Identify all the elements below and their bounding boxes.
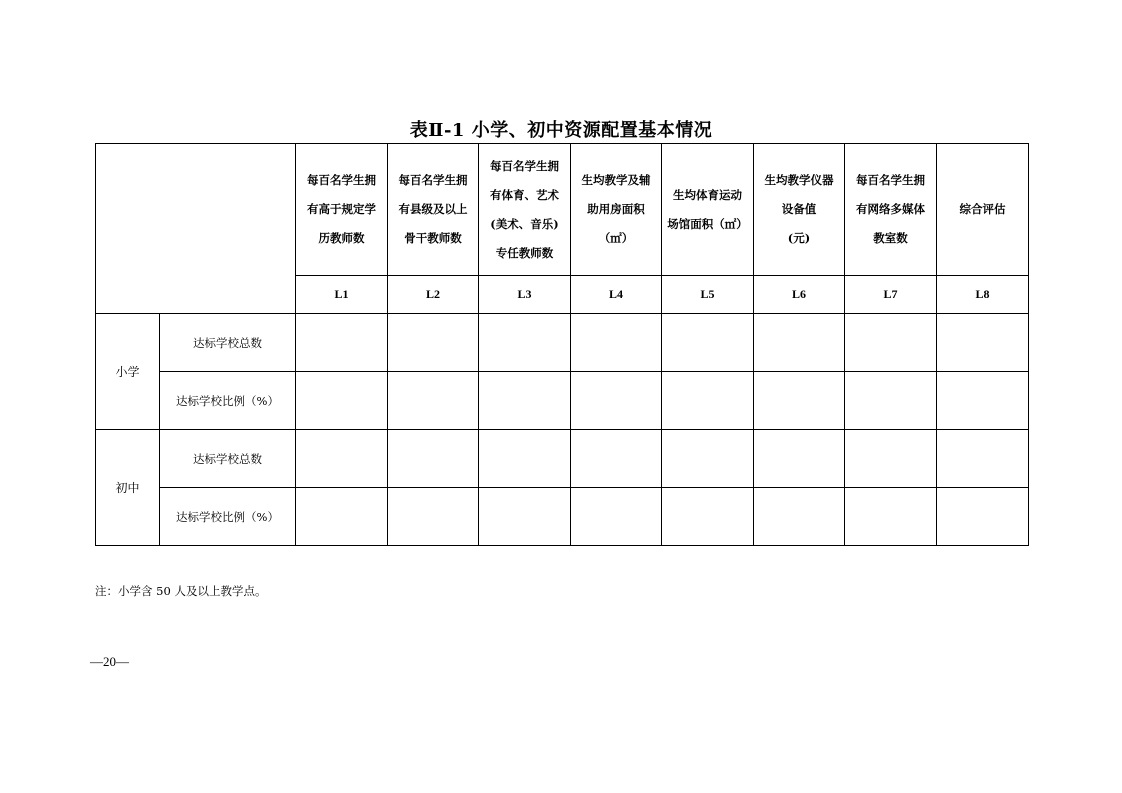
group-label-junior: 初中 bbox=[96, 430, 160, 546]
table-cell[interactable] bbox=[296, 488, 388, 546]
col-header-l3: 每百名学生拥 有体育、艺术 (美术、音乐) 专任教师数 bbox=[479, 144, 571, 276]
table-cell[interactable] bbox=[479, 488, 571, 546]
table-cell[interactable] bbox=[296, 314, 388, 372]
table-cell[interactable] bbox=[571, 314, 662, 372]
table-cell[interactable] bbox=[937, 488, 1029, 546]
col-header-l8: 综合评估 bbox=[937, 144, 1029, 276]
row-label: 达标学校总数 bbox=[160, 430, 296, 488]
col-code-l7: L7 bbox=[845, 276, 937, 314]
col-code-l4: L4 bbox=[571, 276, 662, 314]
table-cell[interactable] bbox=[845, 314, 937, 372]
table-cell[interactable] bbox=[662, 314, 754, 372]
table-cell[interactable] bbox=[571, 488, 662, 546]
table-row bbox=[96, 430, 1029, 488]
col-code-l6: L6 bbox=[754, 276, 845, 314]
col-header-l2: 每百名学生拥 有县级及以上 骨干教师数 bbox=[388, 144, 479, 276]
corner-cell bbox=[96, 144, 296, 314]
col-code-l8: L8 bbox=[937, 276, 1029, 314]
table-cell[interactable] bbox=[754, 372, 845, 430]
table-cell[interactable] bbox=[754, 314, 845, 372]
table-cell[interactable] bbox=[479, 430, 571, 488]
row-label: 达标学校比例（%） bbox=[160, 372, 296, 430]
table-cell[interactable] bbox=[479, 372, 571, 430]
table-cell[interactable] bbox=[662, 488, 754, 546]
table-cell[interactable] bbox=[662, 372, 754, 430]
col-code-l2: L2 bbox=[388, 276, 479, 314]
table-cell[interactable] bbox=[388, 372, 479, 430]
table-cell[interactable] bbox=[845, 372, 937, 430]
table-cell[interactable] bbox=[937, 372, 1029, 430]
page-number: —20— bbox=[90, 654, 129, 669]
table-cell[interactable] bbox=[845, 430, 937, 488]
row-label: 达标学校总数 bbox=[160, 314, 296, 372]
table-cell[interactable] bbox=[388, 430, 479, 488]
col-header-l4: 生均教学及辅 助用房面积 （㎡） bbox=[571, 144, 662, 276]
table-cell[interactable] bbox=[662, 430, 754, 488]
col-code-l1: L1 bbox=[296, 276, 388, 314]
table-row bbox=[96, 488, 1029, 546]
col-header-l6: 生均教学仪器 设备值 (元) bbox=[754, 144, 845, 276]
col-header-l5: 生均体育运动 场馆面积（㎡） bbox=[662, 144, 754, 276]
table-cell[interactable] bbox=[388, 488, 479, 546]
footnote: 注：小学含 50 人及以上教学点。 bbox=[95, 584, 267, 598]
row-label: 达标学校比例（%） bbox=[160, 488, 296, 546]
table-cell[interactable] bbox=[754, 488, 845, 546]
table-cell[interactable] bbox=[754, 430, 845, 488]
table-cell[interactable] bbox=[571, 372, 662, 430]
table-row bbox=[96, 372, 1029, 430]
table-cell[interactable] bbox=[296, 372, 388, 430]
table-title: 表Ⅱ-1 小学、初中资源配置基本情况 bbox=[409, 120, 713, 141]
col-code-l3: L3 bbox=[479, 276, 571, 314]
table-cell[interactable] bbox=[388, 314, 479, 372]
table-cell[interactable] bbox=[937, 430, 1029, 488]
table-cell[interactable] bbox=[296, 430, 388, 488]
table-cell[interactable] bbox=[571, 430, 662, 488]
table-row bbox=[96, 314, 1029, 372]
header-row bbox=[96, 144, 1029, 276]
group-label-primary: 小学 bbox=[96, 314, 160, 430]
col-header-l7: 每百名学生拥 有网络多媒体 教室数 bbox=[845, 144, 937, 276]
col-code-l5: L5 bbox=[662, 276, 754, 314]
table-cell[interactable] bbox=[845, 488, 937, 546]
table-cell[interactable] bbox=[479, 314, 571, 372]
table-cell[interactable] bbox=[937, 314, 1029, 372]
resource-table bbox=[95, 143, 1029, 546]
col-header-l1: 每百名学生拥 有高于规定学 历教师数 bbox=[296, 144, 388, 276]
